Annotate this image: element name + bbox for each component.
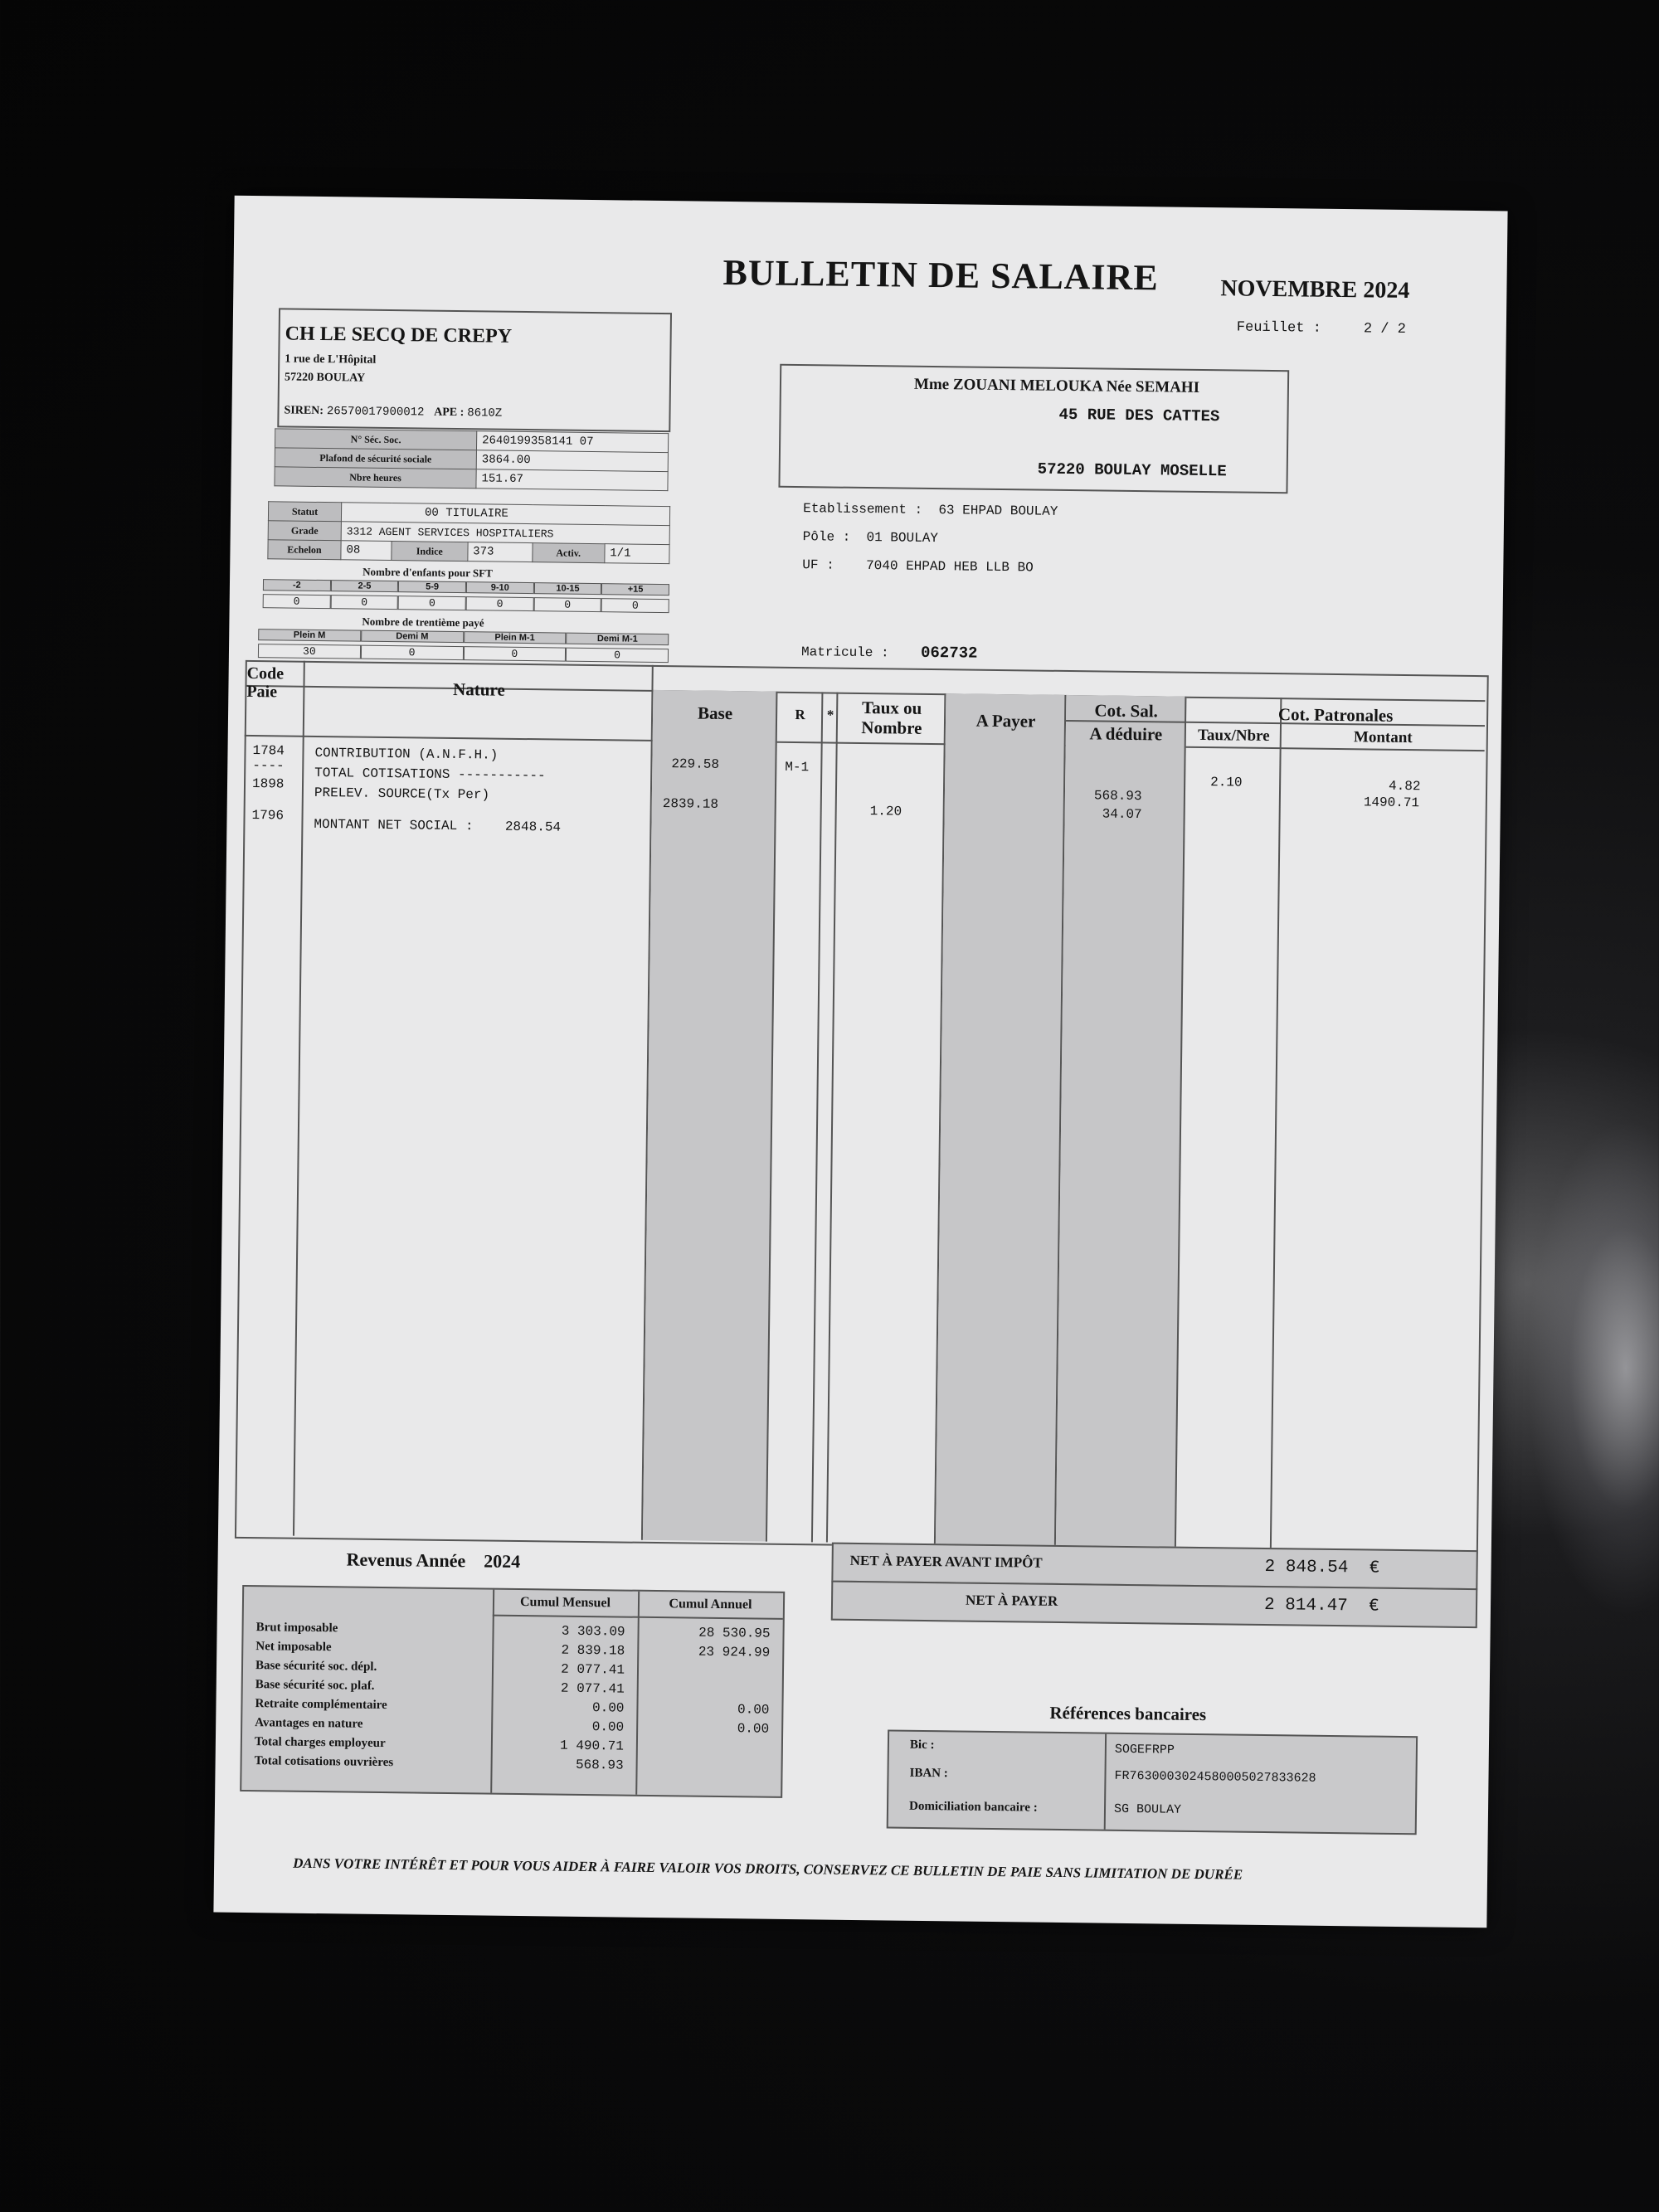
- domiciliation-label: Domiciliation bancaire :: [908, 1799, 1038, 1815]
- sheet-number: [1237, 319, 1406, 337]
- bic-value: SOGEFRPP: [1114, 1742, 1175, 1757]
- table-row: [268, 540, 669, 564]
- footer-notice: DANS VOTRE INTÉRÊT ET POUR VOUS AIDER À FAIRE VALOIR VOS DROITS, CONSERVEZ CE BULLETIN DE PAIE SANS LIMITATION DE DURÉE: [293, 1855, 1243, 1883]
- page-title: BULLETIN DE SALAIRE: [722, 251, 1160, 299]
- rev-label: Base sécurité soc. dépl.: [255, 1659, 377, 1674]
- grade-value: 3312 AGENT SERVICES HOSPITALIERS: [341, 522, 669, 545]
- row-adeduire: 568.93: [1093, 788, 1142, 805]
- etablissement-label: Etablissement :: [803, 501, 923, 518]
- net-avant-amount: 2 848.54: [1264, 1557, 1349, 1578]
- rev-annuel: [637, 1680, 770, 1701]
- statut-value: 00 TITULAIRE: [341, 503, 669, 526]
- rev-annuel: 28 530.95: [698, 1625, 771, 1641]
- revenus-table: [240, 1585, 785, 1798]
- rev-label: Retraite complémentaire: [255, 1697, 387, 1713]
- ceiling-label: Plafond de sécurité sociale: [275, 448, 476, 469]
- rev-annuel: 0.00: [737, 1702, 770, 1718]
- uf-label: UF :: [802, 557, 834, 573]
- employee-city: 57220 BOULAY MOSELLE: [1037, 459, 1227, 481]
- children-header: 9-10: [466, 581, 534, 594]
- rev-mensuel: 0.00: [591, 1719, 625, 1735]
- pole-value: 01 BOULAY: [866, 530, 939, 547]
- trentieme-title: Nombre de trentième payé: [362, 615, 484, 630]
- header-base: Base: [697, 702, 733, 724]
- header-cotsal: Cot. Sal.: [1094, 700, 1159, 722]
- matricule: [801, 642, 978, 663]
- payslip-sheet: [213, 196, 1507, 1928]
- employer-box: [277, 308, 672, 432]
- row-taux: 1.20: [869, 804, 902, 819]
- row-nature: TOTAL COTISATIONS -----------: [314, 765, 546, 784]
- rev-label: Net imposable: [255, 1640, 332, 1655]
- children-value: 0: [398, 596, 466, 610]
- employer-address2: 57220 BOULAY: [284, 371, 366, 385]
- row-nature: PRELEV. SOURCE(Tx Per): [314, 785, 490, 803]
- net-label: NET À PAYER: [965, 1592, 1058, 1609]
- bank-box: [887, 1729, 1418, 1835]
- rev-mensuel-values: [490, 1621, 625, 1776]
- header-code: Code Paie: [246, 664, 285, 702]
- social-security-table: [274, 428, 669, 491]
- header-nature: Nature: [452, 678, 505, 700]
- indice-value: 373: [468, 542, 533, 562]
- rev-label: Base sécurité soc. plaf.: [255, 1678, 375, 1693]
- children-header: 10-15: [534, 582, 602, 595]
- activ-value: 1/1: [605, 544, 669, 564]
- rev-annuel: 23 924.99: [698, 1644, 771, 1660]
- header-star: *: [826, 707, 834, 723]
- sheet-label: Feuillet :: [1236, 319, 1321, 337]
- hours-label: Nbre heures: [275, 467, 476, 489]
- row-code: 1796: [251, 808, 285, 824]
- pole-label: Pôle :: [802, 529, 851, 545]
- col-apayer: [936, 693, 1067, 1545]
- trentieme-header: Plein M-1: [464, 631, 567, 644]
- children-header: 5-9: [398, 581, 466, 593]
- children-value: 0: [263, 594, 331, 609]
- children-value: 0: [466, 596, 534, 611]
- employer-address1: 1 rue de L'Hôpital: [285, 352, 377, 367]
- net-avant-value: [1264, 1558, 1379, 1578]
- rev-mensuel: 2 077.41: [560, 1680, 625, 1697]
- trentieme-value: 0: [463, 646, 566, 662]
- table-row: [275, 467, 668, 491]
- rev-col-annuel: Cumul Annuel: [669, 1597, 752, 1612]
- net-value: [1264, 1596, 1379, 1616]
- currency-icon: €: [1369, 1558, 1380, 1578]
- header-cotpat: Cot. Patronales: [1277, 704, 1394, 726]
- matricule-label: Matricule :: [800, 644, 889, 661]
- rev-label: Avantages en nature: [255, 1716, 363, 1731]
- sheet-value: 2 / 2: [1363, 321, 1407, 338]
- rev-col-mensuel: Cumul Mensuel: [519, 1595, 611, 1611]
- row-code: 1898: [251, 776, 285, 792]
- revenus-title: [346, 1548, 520, 1573]
- header-pat-montant: Montant: [1353, 728, 1413, 747]
- trentieme-header: Plein M: [258, 629, 361, 642]
- rev-label: Brut imposable: [255, 1621, 338, 1636]
- rev-annuel: 0.00: [737, 1721, 770, 1737]
- header-adeduire: A déduire: [1089, 723, 1163, 745]
- employee-box: [778, 364, 1289, 493]
- pole: [803, 529, 938, 546]
- pay-period: NOVEMBRE 2024: [1220, 275, 1410, 304]
- uf: [802, 557, 1034, 575]
- currency-icon: €: [1368, 1597, 1379, 1616]
- row-adeduire: 34.07: [1102, 806, 1142, 823]
- header-pat-taux: Taux/Nbre: [1197, 726, 1270, 745]
- rev-annuel-values: [635, 1623, 770, 1777]
- ceiling-value: 3864.00: [476, 450, 668, 472]
- col-taux: [828, 693, 946, 1544]
- etablissement-value: 63 EHPAD BOULAY: [938, 503, 1058, 519]
- header-taux: Taux ou Nombre: [861, 697, 922, 738]
- hours-value: 151.67: [476, 469, 668, 491]
- row-pat-montant: 1490.71: [1363, 795, 1420, 811]
- children-value: 0: [533, 597, 601, 612]
- children-title: Nombre d'enfants pour SFT: [362, 565, 493, 580]
- revenus-year: 2024: [484, 1550, 521, 1573]
- employee-name: Mme ZOUANI MELOUKA Née SEMAHI: [913, 375, 1200, 396]
- rev-mensuel: 0.00: [591, 1700, 625, 1716]
- children-value: 0: [601, 598, 669, 613]
- ape-label: APE :: [434, 406, 465, 420]
- echelon-value: 08: [341, 541, 392, 561]
- rev-annuel: [637, 1661, 770, 1682]
- employer-ids: [284, 402, 502, 420]
- net-amount: 2 814.47: [1263, 1595, 1348, 1616]
- iban-value: FR7630003024580005027833628: [1114, 1768, 1316, 1786]
- row-nature: CONTRIBUTION (A.N.F.H.): [314, 745, 499, 763]
- activ-label: Activ.: [533, 543, 605, 563]
- matricule-value: 062732: [920, 643, 978, 663]
- rev-labels: [254, 1618, 395, 1772]
- net-avant-label: NET À PAYER AVANT IMPÔT: [849, 1552, 1043, 1571]
- rev-label: Total charges employeur: [254, 1735, 386, 1751]
- light-glare: [1526, 1120, 1659, 1617]
- row-nature: MONTANT NET SOCIAL : 2848.54: [314, 816, 562, 835]
- uf-value: 7040 EHPAD HEB LLB BO: [866, 558, 1034, 576]
- header-r: R: [795, 707, 805, 723]
- row-pat-montant: 4.82: [1388, 778, 1421, 795]
- domiciliation-value: SG BOULAY: [1113, 1801, 1182, 1817]
- trentieme-header: Demi M-1: [566, 633, 669, 646]
- ssn-value: 2640199358141 07: [476, 431, 668, 453]
- row-r: M-1: [785, 759, 810, 775]
- row-base: 229.58: [671, 756, 720, 772]
- row-code: ----: [252, 758, 285, 774]
- row-pat-taux: 2.10: [1210, 775, 1243, 790]
- children-header: 2-5: [331, 580, 399, 592]
- siren-label: SIREN:: [284, 404, 324, 418]
- statut-label: Statut: [268, 502, 341, 522]
- etablissement: [803, 501, 1058, 519]
- rev-mensuel: 2 077.41: [561, 1661, 625, 1678]
- header-apayer: A Payer: [975, 710, 1036, 732]
- trentieme-values: [258, 644, 669, 663]
- revenus-title-label: Revenus Année: [346, 1548, 466, 1572]
- trentieme-value: 0: [566, 648, 669, 664]
- net-a-payer-box: [831, 1581, 1478, 1629]
- bank-divider: [1104, 1734, 1107, 1830]
- trentieme-header: Demi M: [361, 630, 464, 644]
- col-base: [643, 690, 778, 1542]
- trentieme-headers: [258, 629, 669, 645]
- trentieme-value: 30: [258, 644, 361, 659]
- employer-name: CH LE SECQ DE CREPY: [285, 323, 513, 348]
- ssn-label: N° Séc. Soc.: [275, 429, 476, 450]
- col-pat-taux: [1176, 697, 1282, 1548]
- children-values: [263, 594, 669, 613]
- ape-value: 8610Z: [467, 406, 503, 421]
- rev-annuel: [635, 1757, 768, 1777]
- rev-mensuel: 1 490.71: [559, 1738, 625, 1754]
- row-base: 2839.18: [662, 796, 719, 812]
- children-headers: [263, 579, 669, 596]
- employee-street: 45 RUE DES CATTES: [1058, 405, 1220, 426]
- iban-label: IBAN :: [909, 1766, 948, 1781]
- bank-title: Références bancaires: [1049, 1702, 1207, 1725]
- grade-label: Grade: [268, 521, 341, 541]
- children-value: 0: [330, 595, 398, 610]
- status-table: [267, 501, 670, 564]
- rev-mensuel: 568.93: [575, 1757, 624, 1773]
- row-code: 1784: [252, 743, 285, 759]
- siren-value: 26570017900012: [326, 405, 425, 420]
- trentieme-value: 0: [361, 645, 464, 661]
- echelon-label: Echelon: [268, 540, 341, 560]
- indice-label: Indice: [392, 542, 468, 562]
- bic-label: Bic :: [909, 1738, 935, 1753]
- rev-annuel: [636, 1738, 769, 1758]
- children-header: -2: [263, 579, 331, 591]
- rev-label: Total cotisations ouvrières: [254, 1754, 394, 1770]
- children-header: +15: [601, 583, 669, 596]
- rev-mensuel: 2 839.18: [561, 1642, 625, 1659]
- rev-mensuel: 3 303.09: [561, 1623, 625, 1640]
- col-adeduire: [1056, 695, 1187, 1547]
